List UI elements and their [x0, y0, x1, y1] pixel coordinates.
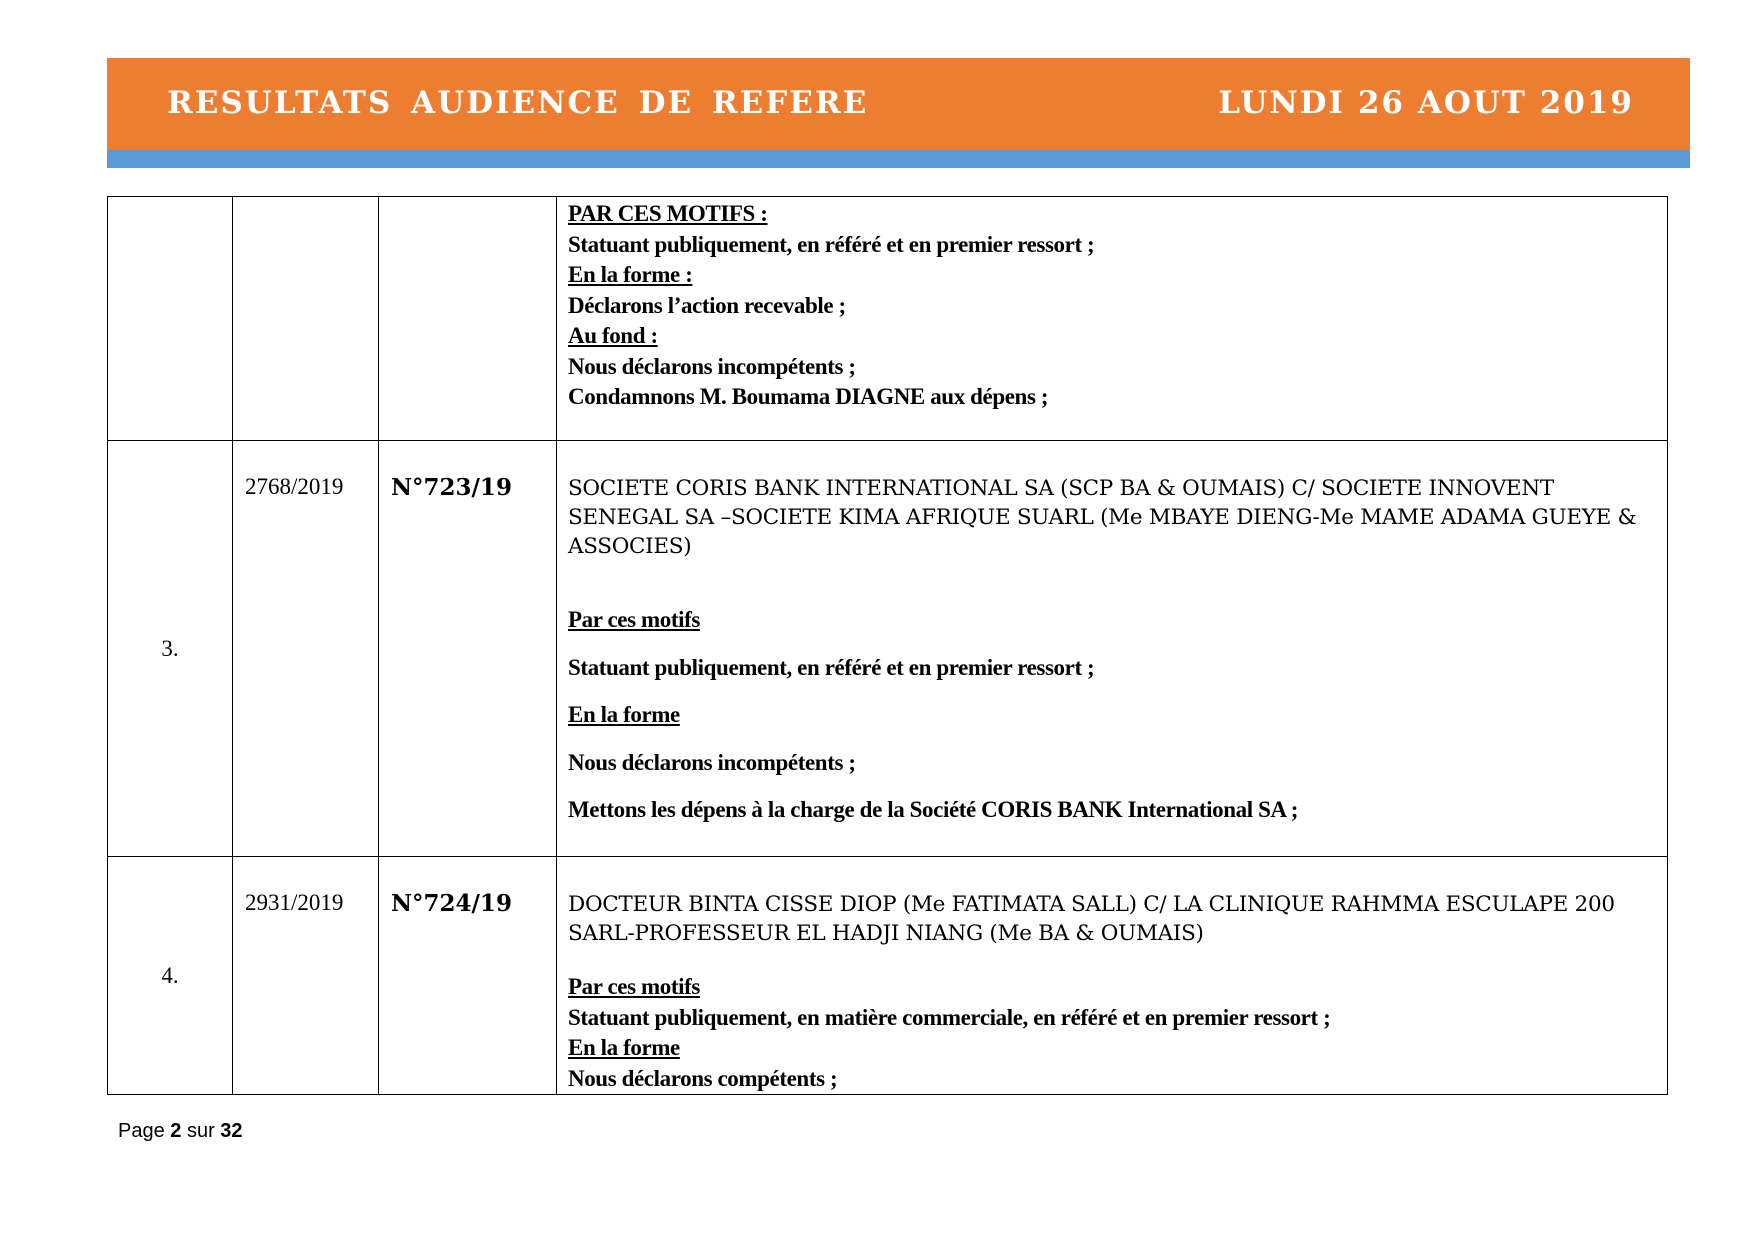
decision-line: Statuant publiquement, en référé et en premier ressort ;	[568, 231, 1095, 257]
decision-line: Nous déclarons incompétents ;	[568, 353, 856, 379]
decision-heading: PAR CES MOTIFS :	[568, 201, 768, 226]
decision-cell	[557, 197, 1668, 441]
case-parties: DOCTEUR BINTA CISSE DIOP (Me FATIMATA SALL) C/ LA CLINIQUE RAHMMA ESCULAPE 200 SARL-PROFESSEUR EL HADJI NIANG (Me BA & OUMAIS)	[568, 892, 1615, 946]
decision-line: Mettons les dépens à la charge de la Société CORIS BANK International SA ;	[568, 797, 1299, 822]
table-row	[108, 857, 1668, 1095]
case-parties: SOCIETE CORIS BANK INTERNATIONAL SA (SCP BA & OUMAIS) C/ SOCIETE INNOVENT SENEGAL SA –SOCIETE KIMA AFRIQUE SUARL (Me MBAYE DIENG-Me MAME ADAMA GUEYE & ASSOCIES)	[568, 476, 1637, 559]
decision-heading: Par ces motifs	[568, 607, 700, 632]
hearing-date: LUNDI 26 AOUT 2019	[1218, 85, 1634, 121]
page-prefix: Page	[118, 1120, 171, 1142]
decision-line: Statuant publiquement, en matière commerciale, en référé et en premier ressort ;	[568, 1004, 1331, 1030]
decision-line: Nous déclarons incompétents ;	[568, 749, 856, 775]
rg-number-cell	[233, 197, 379, 441]
results-table	[107, 196, 1668, 1095]
case-number-cell	[108, 197, 233, 441]
ordonnance-number: N°723/19	[379, 441, 557, 857]
decision-heading: En la forme :	[568, 262, 693, 287]
decision-line: Statuant publiquement, en référé et en premier ressort ;	[568, 654, 1095, 680]
table-row	[108, 441, 1668, 857]
decision-heading: Au fond :	[568, 323, 658, 348]
document-title: RESULTATS AUDIENCE DE REFERE	[167, 85, 869, 121]
header-stripe	[107, 150, 1690, 168]
decision-cell	[557, 441, 1668, 857]
rg-number: 2931/2019	[233, 857, 379, 1095]
case-number: 3.	[108, 441, 233, 857]
decision-heading: En la forme	[568, 702, 680, 727]
decision-line: Nous déclarons compétents ;	[568, 1065, 838, 1091]
ordonnance-number: N°724/19	[379, 857, 557, 1095]
page-total: 32	[220, 1120, 243, 1142]
case-number: 4.	[108, 857, 233, 1095]
decision-line: Déclarons l’action recevable ;	[568, 292, 846, 318]
decision-cell	[557, 857, 1668, 1095]
decision-line: Condamnons M. Boumama DIAGNE aux dépens ;	[568, 384, 1049, 409]
rg-number: 2768/2019	[233, 441, 379, 857]
decision-heading: En la forme	[568, 1035, 680, 1060]
decision-heading: Par ces motifs	[568, 974, 700, 999]
page-current: 2	[170, 1120, 182, 1142]
page-footer	[118, 1120, 243, 1143]
table-row	[108, 197, 1668, 441]
page-middle: sur	[181, 1120, 221, 1142]
ordonnance-number-cell	[379, 197, 557, 441]
